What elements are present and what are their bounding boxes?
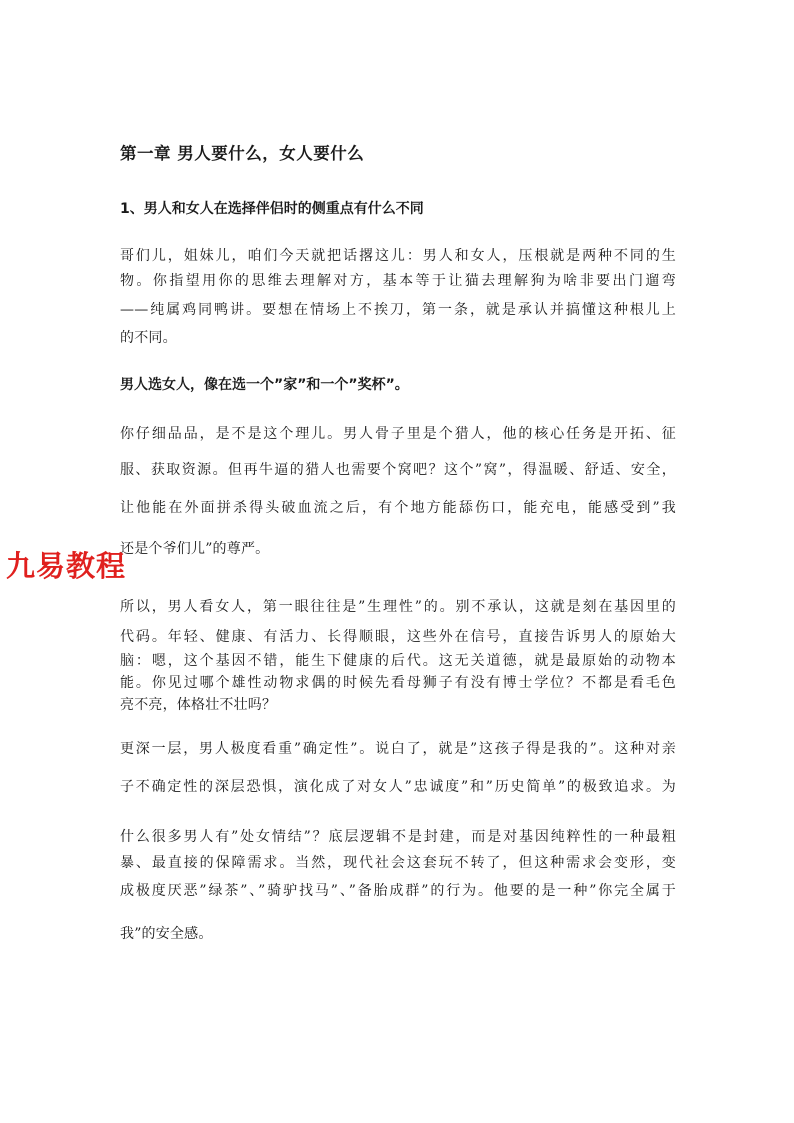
para1-line: 让他能在外面拼杀得头破血流之后，有个地方能舔伤口，能充电，能感受到”我 bbox=[120, 500, 676, 516]
para3-line: 更深一层，男人极度看重”确定性”。说白了，就是”这孩子得是我的”。这种对亲 bbox=[120, 741, 676, 757]
para2-line: 能。你见过哪个雄性动物求偶的时候先看母狮子有没有博士学位？不都是看毛色 bbox=[120, 675, 676, 691]
para1-line: 还是个爷们儿”的尊严。 bbox=[120, 541, 270, 557]
para3-line: 暴、最直接的保障需求。当然，现代社会这套玩不转了，但这种需求会变形，变 bbox=[120, 855, 676, 871]
para2-line: 代码。年轻、健康、有活力、长得顺眼，这些外在信号，直接告诉男人的原始大 bbox=[120, 629, 676, 645]
para2-line: 所以，男人看女人，第一眼往往是”生理性”的。别不承认，这就是刻在基因里的 bbox=[120, 599, 676, 615]
section-title: 1、男人和女人在选择伴侣时的侧重点有什么不同 bbox=[120, 201, 424, 217]
para3-line: 什么很多男人有”处女情结”？底层逻辑不是封建，而是对基因纯粹性的一种最粗 bbox=[120, 829, 676, 845]
para1-line: 你仔细品品，是不是这个理儿。男人骨子里是个猎人，他的核心任务是开拓、征 bbox=[120, 426, 676, 442]
chapter-title: 第一章 男人要什么，女人要什么 bbox=[120, 144, 365, 163]
para1-line: 服、获取资源。但再牛逼的猎人也需要个窝吧？这个”窝”，得温暖、舒适、安全， bbox=[120, 462, 676, 478]
para2-line: 亮不亮，体格壮不壮吗？ bbox=[120, 697, 277, 713]
intro-line: 哥们儿，姐妹儿，咱们今天就把话撂这儿：男人和女人，压根就是两种不同的生 bbox=[120, 248, 676, 264]
sub-heading: 男人选女人，像在选一个”家”和一个”奖杯”。 bbox=[120, 377, 409, 393]
para3-line: 子不确定性的深层恐惧，演化成了对女人”忠诚度”和”历史简单”的极致追求。为 bbox=[120, 779, 676, 795]
intro-line: ——纯属鸡同鸭讲。要想在情场上不挨刀，第一条，就是承认并搞懂这种根儿上 bbox=[120, 302, 676, 318]
para2-line: 脑：嗯，这个基因不错，能生下健康的后代。这无关道德，就是最原始的动物本 bbox=[120, 653, 676, 669]
intro-line: 的不同。 bbox=[120, 330, 177, 346]
para3-line: 我”的安全感。 bbox=[120, 926, 213, 942]
para3-line: 成极度厌恶”绿茶”、”骑驴找马”、”备胎成群”的行为。他要的是一种”你完全属于 bbox=[120, 883, 676, 899]
watermark-logo: 九易教程 bbox=[6, 549, 127, 583]
intro-line: 物。你指望用你的思维去理解对方，基本等于让猫去理解狗为啥非要出门遛弯 bbox=[120, 273, 676, 289]
